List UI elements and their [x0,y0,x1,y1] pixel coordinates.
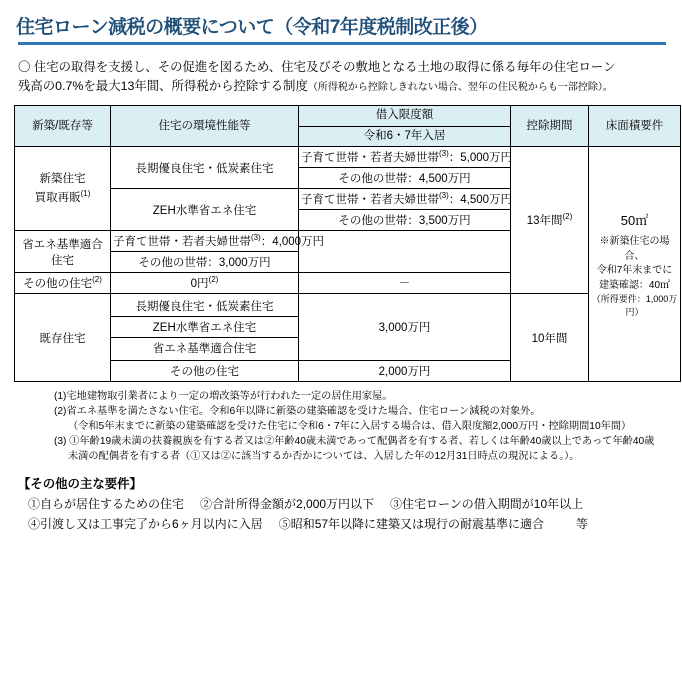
cell-period-4: － [299,273,511,294]
other-item-5: ⑤昭和57年以降に建築又は現行の耐震基準に適合 [278,516,545,531]
cell-limit-1b: その他の世帯：4,500万円 [299,168,511,189]
cell-limit-existing: 3,000万円 [299,294,511,361]
other-item-2: ②合計所得金額が2,000万円以下 [200,497,375,512]
cell-limit-2a [299,189,511,210]
table-row [15,294,681,317]
limit-1a-note: (3) [439,149,449,159]
footnote-1: (1)宅地建物取引業者により一定の増改築等が行われた一定の居住用家屋。 [54,391,393,403]
cell-performance-e3: 省エネ基準適合住宅 [111,338,299,361]
performance-4-note: (2) [92,275,102,285]
cell-performance-e4: その他の住宅 [111,361,299,382]
lead-paragraph [18,58,666,96]
limit-4-text: 0円 [190,278,209,291]
cell-floor-area [589,147,681,382]
header-floor-area: 床面積要件 [589,106,681,147]
cell-limit-4 [111,273,299,294]
lead-text-2-note: （所得税から控除しきれない場合、翌年の住民税からも一部控除）。 [307,82,613,94]
cell-performance-3: 省エネ基準適合住宅 [15,231,111,273]
other-line-2 [28,515,672,534]
header-limit-sub: 令和6・7年入居 [299,126,511,147]
cell-period-new [511,147,589,294]
cell-limit-3a [111,231,325,252]
bullet-circle-icon: 〇 [18,60,31,74]
cell-limit-3b: その他の世帯：3,000万円 [111,252,299,273]
limit-2a-text: 子育て世帯・若者夫婦世帯 [301,194,439,207]
limit-2a-value: ：4,500万円 [448,194,513,207]
table-row [15,147,681,168]
cell-performance-e1: 長期優良住宅・低炭素住宅 [111,294,299,317]
cell-limit-1a [299,147,511,168]
cell-limit-2b: その他の世帯：3,500万円 [299,210,511,231]
category-line-2: 買取再販 [34,191,81,204]
cell-category-existing: 既存住宅 [15,294,111,382]
limit-3a-note: (3) [251,233,261,243]
lead-text-1: 住宅の取得を支援し、その促進を図るため、住宅及びその敷地となる土地の取得に係る毎年の住宅ローン [33,60,616,74]
floor-area-note-4: （所得要件：1,000万円） [591,294,678,317]
lead-text-2: 残高の0.7%を最大13年間、所得税から控除する制度 [18,79,308,94]
cell-performance-2: ZEH水準省エネ住宅 [111,189,299,231]
footnote-3-cont: 未満の配偶者を有する者（①又は②に該当するか否かについては、入居した年の12月31日時点の現況による。）。 [68,450,580,462]
other-requirements-title: 【その他の主な要件】 [18,477,142,492]
limit-3a-value: ：4,000万円 [260,236,325,249]
lead-line-2 [18,77,666,96]
other-line-1 [28,495,672,514]
title-block [10,0,672,49]
cell-performance-e2: ZEH水準省エネ住宅 [111,317,299,338]
footnote-2: (2)省エネ基準を満たさない住宅。令和6年以降に新築の建築確認を受けた場合、住宅ローン減税の対象外。 [54,406,541,418]
floor-area-note-2: 令和7年末までに [596,265,673,277]
other-item-4: ④引渡し又は工事完了から6ヶ月以内に入居 [28,516,263,531]
housing-loan-table [14,105,681,382]
header-performance: 住宅の環境性能等 [111,106,299,147]
page-title: 住宅ローン減税の概要について（令和7年度税制改正後） [16,17,488,38]
limit-4-note: (2) [208,275,219,285]
header-limit: 借入限度額 [299,106,511,127]
other-requirements-list [28,495,672,533]
header-period: 控除期間 [511,106,589,147]
performance-4-text: その他の住宅 [23,278,93,291]
title-divider [18,42,666,45]
limit-2a-note: (3) [439,191,449,201]
table-header-row [15,106,681,127]
other-item-6: 等 [576,516,589,531]
lead-line-1 [18,58,666,77]
header-category: 新築/既存等 [15,106,111,147]
category-note-marker: (1) [80,189,91,199]
limit-1a-value: ：5,000万円 [448,152,513,165]
cell-performance-4 [15,273,111,294]
footnote-3: (3) ①年齢19歳未満の扶養親族を有する者又は②年齢40歳未満であって配偶者を有する者、若しくは年齢40歳以上であって年齢40歳 [54,435,655,447]
footnote-2-cont: （令和5年末までに新築の建築確認を受けた住宅に令和6・7年に入居する場合は、借入限度額2,000万円・控除期間10年間） [68,421,632,433]
other-item-1: ①自らが居住するための住宅 [28,497,185,512]
other-item-3: ③住宅ローンの借入期間が10年以上 [390,497,584,512]
footnotes [54,390,656,464]
floor-area-note-1: ※新築住宅の場合、 [599,236,670,262]
cell-category-new [15,147,111,231]
floor-area-note-3: 建築確認：40㎡ [598,279,671,291]
limit-3a-text: 子育て世帯・若者夫婦世帯 [113,236,251,249]
cell-performance-1: 長期優良住宅・低炭素住宅 [111,147,299,189]
cell-limit-e4: 2,000万円 [299,361,511,382]
cell-period-existing: 10年間 [511,294,589,382]
period-new-text: 13年間 [526,215,563,228]
category-line-1: 新築住宅 [39,173,86,186]
period-new-note: (2) [562,212,573,222]
limit-1a-text: 子育て世帯・若者夫婦世帯 [301,152,439,165]
floor-area-value: 50㎡ [620,213,649,229]
